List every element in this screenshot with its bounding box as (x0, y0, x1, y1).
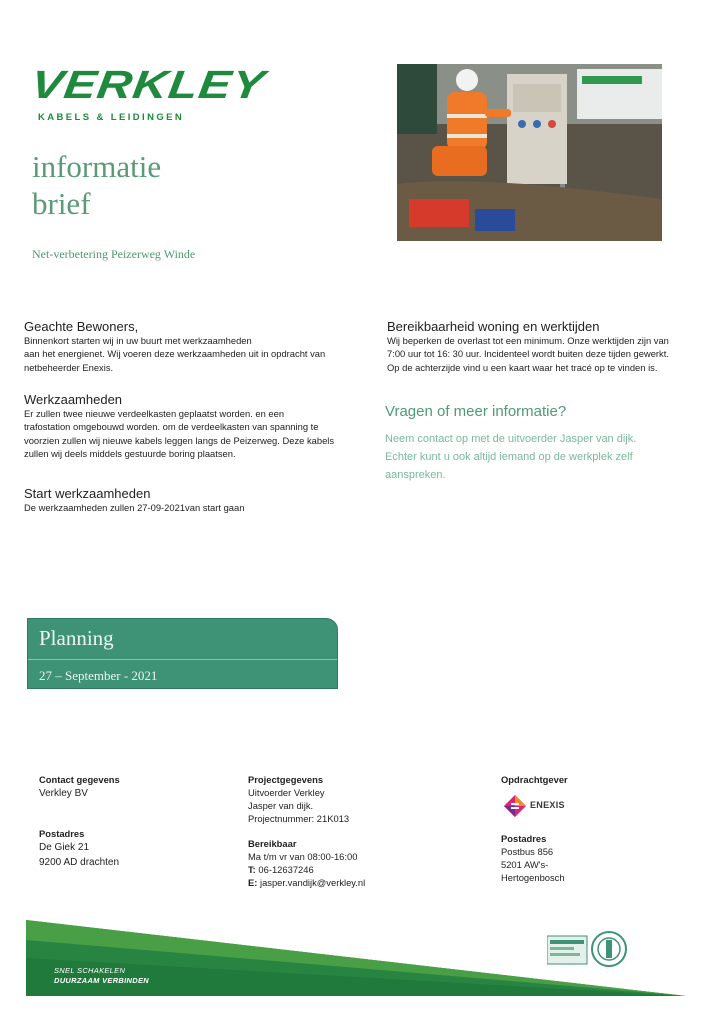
planning-title: Planning (39, 626, 114, 650)
werkzaamheden-line: Er zullen twee nieuwe verdeelkasten geplaatst worden. en een (24, 408, 285, 419)
geachte-heading: Geachte Bewoners, (24, 319, 139, 334)
bereikbaarheid-line: Wij beperken de overlast tot een minimum. Onze werktijden zijn van (387, 335, 669, 346)
project-heading: Projectgegevens (248, 774, 324, 785)
slogan-line-2: DUURZAAM VERBINDEN (54, 976, 149, 985)
section-geachte-bewoners (24, 319, 364, 374)
vragen-line: aanspreken. (385, 469, 446, 481)
project-line-1: Uitvoerder Verkley (248, 787, 325, 798)
opdrachtgever-column (501, 773, 671, 884)
enexis-logo-text: ENEXIS (530, 800, 565, 810)
slogan-line-1: SNEL SCHAKELEN (54, 966, 126, 975)
section-start-werkzaamheden (24, 486, 364, 514)
section-bereikbaarheid (387, 319, 705, 374)
email-row (248, 876, 448, 889)
enexis-logo (503, 794, 583, 818)
worker-photo-illustration (397, 64, 662, 241)
werkzaamheden-line: voorzien zullen wij nieuwe kabels leggen langs de Peizerweg. Deze kabels (24, 434, 335, 446)
werkzaamheden-body (24, 407, 369, 461)
phone-row (248, 863, 448, 876)
contact-heading: Contact gegevens (39, 774, 120, 785)
title-line-2: brief (32, 186, 91, 221)
start-line: De werkzaamheden zullen 27-09-2021van start gaan (24, 502, 245, 513)
planning-divider (28, 659, 337, 660)
phone-label: T: (248, 864, 256, 875)
contact-column (39, 773, 219, 870)
title-line-1: informatie (32, 149, 162, 184)
vragen-heading: Vragen of meer informatie? (385, 403, 567, 420)
werkzaamheden-line: zullen wij deels middels gestuurde boring plaatsen. (24, 448, 236, 460)
vragen-line: Neem contact op met de uitvoerder Jasper van dijk. (385, 433, 637, 445)
project-column (248, 773, 448, 889)
opdrachtgever-line-1: Postbus 856 (501, 846, 554, 857)
planning-date: 27 – September - 2021 (39, 668, 158, 683)
section-vragen (385, 403, 705, 484)
page-title (32, 148, 161, 222)
planning-box (27, 618, 338, 689)
werkzaamheden-heading: Werkzaamheden (24, 392, 123, 407)
project-line-2: Jasper van dijk. (248, 800, 314, 811)
werkzaamheden-line: trafostation omgebouwd worden. om de verdeelkasten van spanning te (24, 421, 319, 433)
enexis-logo-icon (503, 794, 527, 818)
email-address: jasper.vandijk@verkley.nl (257, 877, 366, 888)
slogan (54, 966, 149, 986)
email-label: E: (248, 877, 258, 888)
start-body (24, 501, 364, 514)
contact-name: Verkley BV (39, 788, 88, 799)
opdrachtgever-heading: Opdrachtgever (501, 774, 568, 785)
contact-address-line-2: 9200 AD drachten (39, 857, 120, 868)
bereikbaarheid-line: 7:00 uur tot 16: 30 uur. Incidenteel wordt buiten deze tijden gewerkt. (387, 348, 669, 360)
opdrachtgever-line-2: 5201 AW's- (501, 859, 549, 870)
opdrachtgever-postadres-heading: Postadres (501, 833, 547, 844)
contact-postadres-heading: Postadres (39, 828, 85, 839)
logo-word: VERKLEY (28, 63, 269, 107)
section-werkzaamheden (24, 392, 369, 461)
vragen-line: Echter kunt u ook altijd iemand op de werkplek zelf (385, 451, 633, 463)
vragen-body (385, 430, 705, 484)
phone-number: 06-12637246 (255, 864, 314, 875)
verkley-logo (28, 63, 304, 123)
project-number: Projectnummer: 21K013 (248, 813, 350, 824)
bereikbaar-hours: Ma t/m vr van 08:00-16:00 (248, 851, 358, 862)
geachte-line: Binnenkort starten wij in uw buurt met werkzaamheden (24, 335, 252, 346)
geachte-line: netbeheerder Enexis. (24, 361, 114, 373)
logo-tagline: KABELS & LEIDINGEN (38, 112, 185, 123)
bereikbaarheid-body (387, 334, 705, 374)
certification-badge-icons (547, 930, 631, 968)
worker-photo (397, 64, 662, 241)
geachte-body (24, 334, 364, 374)
bereikbaar-heading: Bereikbaar (248, 838, 297, 849)
certification-badges (547, 930, 631, 968)
contact-address-line-1: De Giek 21 (39, 842, 90, 853)
page-subtitle: Net-verbetering Peizerweg Winde (32, 247, 196, 261)
start-heading: Start werkzaamheden (24, 486, 151, 501)
opdrachtgever-line-3: Hertogenbosch (501, 872, 565, 883)
bereikbaarheid-line: Op de achterzijde vind u een kaart waar het tracé op te vinden is. (387, 361, 658, 373)
bereikbaarheid-heading: Bereikbaarheid woning en werktijden (387, 319, 600, 334)
geachte-line: aan het energienet. Wij voeren deze werkzaamheden uit in opdracht van (24, 348, 326, 360)
